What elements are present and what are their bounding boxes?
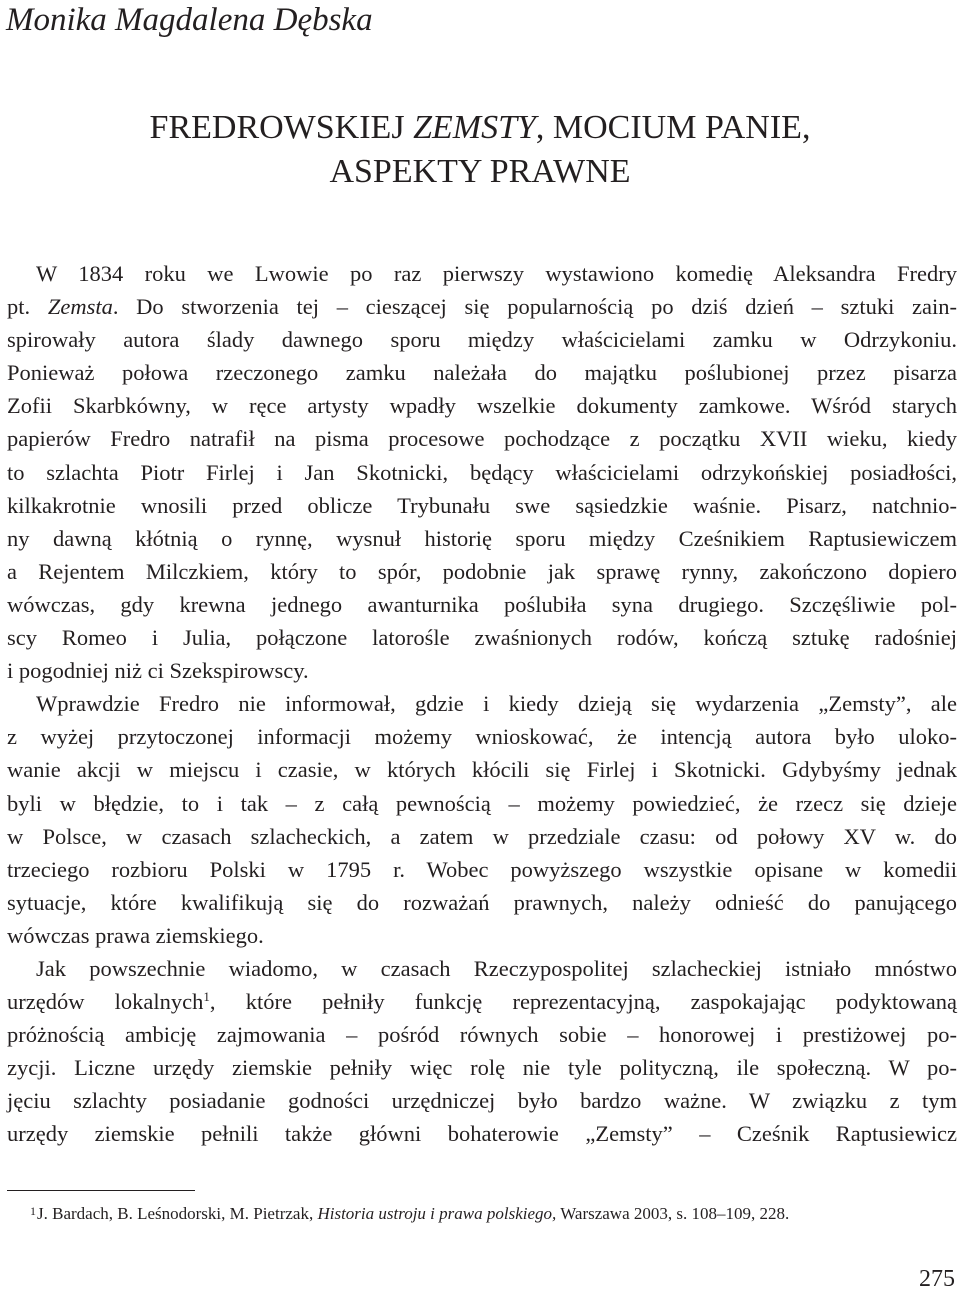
footnote-marker: 1	[30, 1204, 36, 1218]
text-line: z wyżej przytoczonej informacji możemy wnioskować, że intencją autora było uloko-	[7, 724, 957, 750]
footnote: 1 J. Bardach, B. Leśnodorski, M. Pietrzak, Historia ustroju i prawa polskiego, Warszawa 2003, s. 108–109, 228.	[37, 1202, 789, 1226]
text-line: W 1834 roku we Lwowie po raz pierwszy wystawiono komedię Aleksandra Fredry	[36, 261, 957, 286]
italic-work-title: Zemsta	[47, 294, 113, 320]
text-line: Jak powszechnie wiadomo, w czasach Rzeczypospolitej szlacheckiej istniało mnóstwo	[36, 955, 957, 981]
text-line: Zofii Skarbkówny, w ręce artysty wpadły wszelkie dokumenty zamkowe. Wśród starych	[7, 393, 957, 419]
page-number: 275	[919, 1266, 955, 1292]
text-line: pt. Zemsta. Do stworzenia tej – cieszącej się popularnością po dziś dzień – sztuki zain-	[7, 294, 957, 320]
text-line: wówczas prawa ziemskiego.	[7, 922, 264, 948]
paragraph-3	[7, 952, 957, 1151]
text-line: w Polsce, w czasach szlacheckich, a zatem w przedziale czasu: od połowy XV w. do	[7, 823, 957, 849]
footnote-divider	[7, 1190, 195, 1191]
text-line: wanie akcji w miejscu i czasie, w których kłócili się Firlej i Skotnicki. Gdybyśmy jednak	[7, 757, 957, 783]
text-line: urzędy ziemskie pełnili także główni bohaterowie „Zemsty” – Cześnik Raptusiewicz	[7, 1121, 957, 1147]
text-line: jęciu szlachty posiadanie godności urzędniczej było bardzo ważne. W związku z tym	[7, 1088, 957, 1114]
article-body	[7, 257, 957, 1151]
text-line: sytuacje, które kwalifikują się do rozważań prawnych, należy odnieść do panującego	[7, 889, 957, 915]
text-line: spirowały autora ślady dawnego sporu między właścicielami zamku w Odrzykoniu.	[7, 327, 957, 353]
text-line: byli w błędzie, to i tak – z całą pewnością – możemy powiedzieć, że rzecz się dzieje	[7, 790, 957, 816]
paragraph-2	[7, 687, 957, 952]
text-line: to szlachta Piotr Firlej i Jan Skotnicki, będący właścicielami odrzykońskiej posiadłości,	[7, 459, 957, 485]
title-line-1: FREDROWSKIEJ ZEMSTY, MOCIUM PANIE,	[149, 109, 811, 146]
footnote-book-title: Historia ustroju i prawa polskiego,	[317, 1204, 557, 1223]
text-line: zycji. Liczne urzędy ziemskie pełniły więc rolę nie tyle polityczną, ile społeczną. W po-	[7, 1055, 957, 1081]
text-line: i pogodniej niż ci Szekspirowscy.	[7, 658, 309, 684]
text-line: kilkakrotnie wnosili przed oblicze Trybunału swe sąsiedzkie waśnie. Pisarz, natchnio-	[7, 492, 957, 518]
text-line: trzeciego rozbioru Polski w 1795 r. Wobec powyższego wszystkie opisane w komedii	[7, 856, 957, 882]
text-line: papierów Fredro natrafił na pisma procesowe pochodzące z początku XVII wieku, kiedy	[7, 426, 957, 452]
text-line: próżnością ambicję zajmowania – pośród równych sobie – honorowej i prestiżowej po-	[7, 1022, 957, 1048]
title-italic-work: ZEMSTY	[413, 109, 536, 146]
title-line-2: ASPEKTY PRAWNE	[329, 153, 631, 190]
text-line: scy Romeo i Julia, połączone latorośle zwaśnionych rodów, kończą sztukę radośniej	[7, 625, 957, 651]
author-name: Monika Magdalena Dębska	[6, 2, 373, 38]
text-line: ny dawną kłótnią o rynnę, wysnuł historię sporu między Cześnikiem Raptusiewiczem	[7, 525, 957, 551]
text-line: Wprawdzie Fredro nie informował, gdzie i kiedy dzieją się wydarzenia „Zemsty”, ale	[36, 691, 957, 717]
text-line: urzędów lokalnych$^1$, które pełniły funkcję reprezentacyjną, zaspokajając podyktowaną	[7, 989, 957, 1015]
text-line: wówczas, gdy krewna jednego awanturnika poślubiła syna drugiego. Szczęśliwie pol-	[7, 591, 957, 617]
article-title	[0, 106, 960, 194]
footnote-reference[interactable]: 1	[203, 989, 210, 1005]
paragraph-1	[7, 257, 957, 687]
text-line: a Rejentem Milczkiem, który to spór, podobnie jak sprawę rynny, zakończono dopiero	[7, 558, 957, 584]
text-line: Ponieważ połowa rzeczonego zamku należała do majątku poślubionej przez pisarza	[7, 360, 957, 386]
